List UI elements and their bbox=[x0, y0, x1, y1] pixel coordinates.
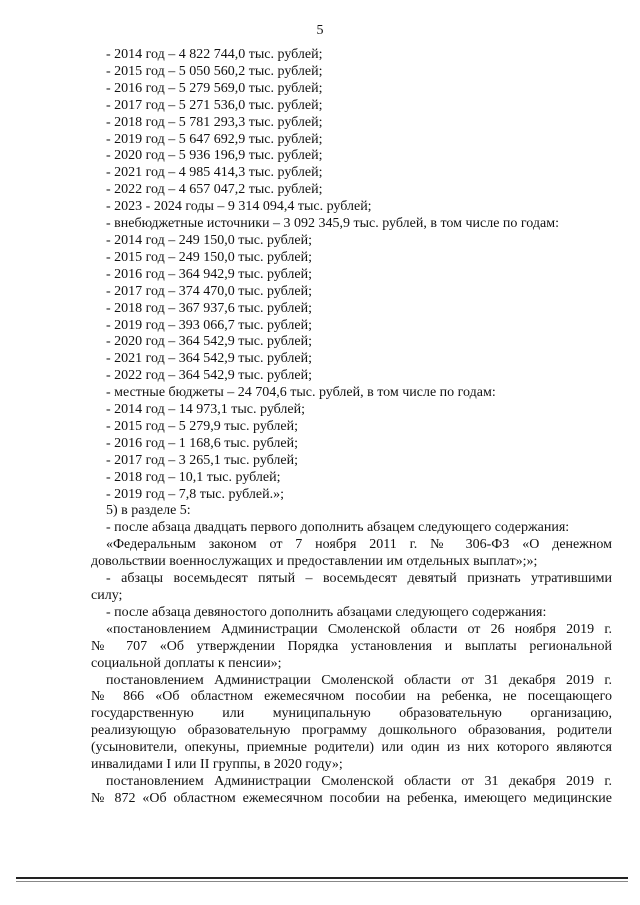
footer-rule-thin bbox=[16, 881, 628, 882]
text-line: - 2016 год – 1 168,6 тыс. рублей; bbox=[106, 435, 299, 451]
text-line: - 2015 год – 5 279,9 тыс. рублей; bbox=[106, 418, 299, 434]
text-line: - 2015 год – 5 050 560,2 тыс. рублей; bbox=[106, 63, 323, 79]
text-line: - 2019 год – 5 647 692,9 тыс. рублей; bbox=[106, 131, 323, 147]
document-body bbox=[0, 47, 640, 808]
text-line: - 2014 год – 14 973,1 тыс. рублей; bbox=[106, 402, 306, 418]
text-line: - 2018 год – 5 781 293,3 тыс. рублей; bbox=[106, 114, 323, 130]
text-line: № 707 «Об утверждении Порядка установления и выплаты региональной bbox=[91, 638, 612, 654]
text-line: - 2022 год – 364 542,9 тыс. рублей; bbox=[106, 368, 313, 384]
text-line: - 2017 год – 5 271 536,0 тыс. рублей; bbox=[106, 97, 323, 113]
text-line: - после абзаца двадцать первого дополнить абзацем следующего содержания: bbox=[106, 520, 570, 536]
text-line: - 2021 год – 4 985 414,3 тыс. рублей; bbox=[106, 165, 323, 181]
text-line: довольствии военнослужащих и предоставлении им отдельных выплат»;»; bbox=[91, 554, 538, 570]
text-line: - 2018 год – 10,1 тыс. рублей; bbox=[106, 469, 281, 485]
text-line: - 2020 год – 364 542,9 тыс. рублей; bbox=[106, 334, 313, 350]
text-line: - 2023 - 2024 годы – 9 314 094,4 тыс. рублей; bbox=[106, 199, 372, 215]
text-line: - местные бюджеты – 24 704,6 тыс. рублей, в том числе по годам: bbox=[106, 385, 496, 401]
page-number: 5 bbox=[316, 23, 324, 38]
text-line: 5) в разделе 5: bbox=[106, 503, 191, 519]
text-line: «постановлением Администрации Смоленской области от 26 ноября 2019 г. bbox=[106, 621, 612, 637]
text-line: - 2020 год – 5 936 196,9 тыс. рублей; bbox=[106, 148, 323, 164]
text-line: - 2014 год – 4 822 744,0 тыс. рублей; bbox=[106, 47, 323, 62]
text-line: - 2015 год – 249 150,0 тыс. рублей; bbox=[106, 249, 313, 265]
footer-rule bbox=[16, 877, 628, 879]
text-line: - 2019 год – 7,8 тыс. рублей.»; bbox=[106, 486, 285, 502]
text-line: инвалидами I или II группы, в 2020 году»; bbox=[91, 757, 343, 773]
text-line: - 2018 год – 367 937,6 тыс. рублей; bbox=[106, 300, 313, 316]
text-line: - 2016 год – 5 279 569,0 тыс. рублей; bbox=[106, 80, 323, 96]
text-line: № 866 «Об областном ежемесячном пособии на ребенка, не посещающего bbox=[91, 689, 612, 705]
text-line: - абзацы восемьдесят пятый – восемьдесят девятый признать утратившими bbox=[106, 571, 612, 587]
text-line: - 2021 год – 364 542,9 тыс. рублей; bbox=[106, 351, 313, 367]
text-line: - 2017 год – 374 470,0 тыс. рублей; bbox=[106, 283, 313, 299]
text-line: - 2017 год – 3 265,1 тыс. рублей; bbox=[106, 452, 299, 468]
text-line: постановлением Администрации Смоленской области от 31 декабря 2019 г. bbox=[106, 672, 612, 688]
text-line: «Федеральным законом от 7 ноября 2011 г. № 306-ФЗ «О денежном bbox=[106, 537, 612, 553]
text-line: - внебюджетные источники – 3 092 345,9 тыс. рублей, в том числе по годам: bbox=[106, 216, 559, 232]
text-line: силу; bbox=[91, 588, 123, 603]
text-line: - 2022 год – 4 657 047,2 тыс. рублей; bbox=[106, 182, 323, 198]
text-line: - 2019 год – 393 066,7 тыс. рублей; bbox=[106, 317, 313, 333]
text-line: - 2014 год – 249 150,0 тыс. рублей; bbox=[106, 232, 313, 248]
text-line: социальной доплаты к пенсии»; bbox=[91, 655, 282, 671]
text-line: - 2016 год – 364 942,9 тыс. рублей; bbox=[106, 266, 313, 282]
text-line: реализующую образовательную программу дошкольного образования, родители bbox=[91, 723, 612, 739]
text-line: постановлением Администрации Смоленской области от 31 декабря 2019 г. bbox=[106, 773, 612, 789]
text-line: (усыновители, опекуны, приемные родители) или один из них которого являются bbox=[91, 740, 612, 756]
text-line: - после абзаца девяностого дополнить абзацами следующего содержания: bbox=[106, 604, 547, 620]
text-line: № 872 «Об областном ежемесячном пособии на ребенка, имеющего медицинские bbox=[91, 790, 612, 806]
text-line: государственную или муниципальную образовательную организацию, bbox=[91, 706, 612, 722]
